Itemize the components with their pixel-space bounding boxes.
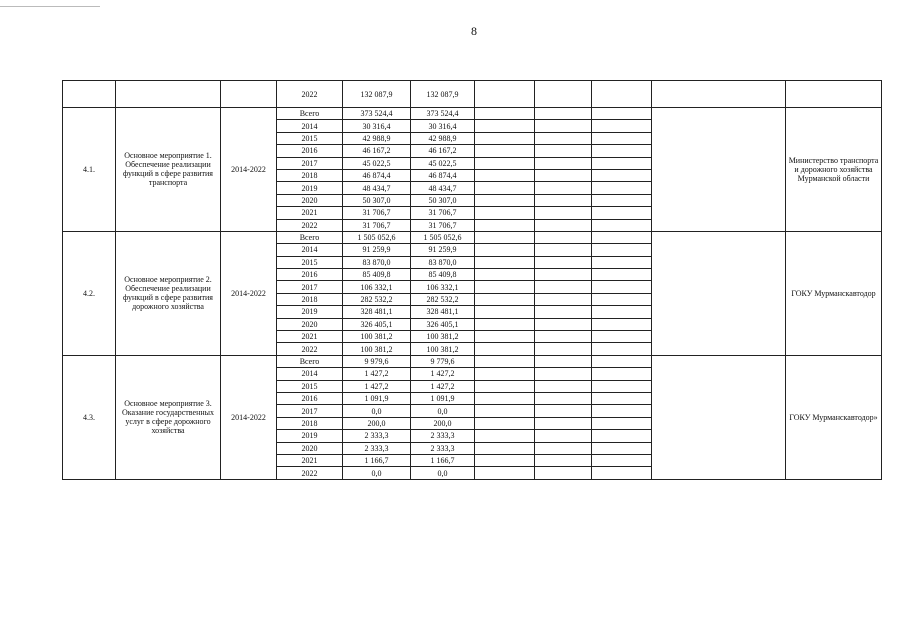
year-cell: Всего: [277, 355, 343, 367]
total-cell: 282 532,2: [343, 293, 411, 305]
year-cell: 2014: [277, 244, 343, 256]
year-cell: 2021: [277, 454, 343, 466]
empty-cell: [592, 442, 652, 454]
empty-cell: [592, 417, 652, 429]
regional-cell: 200,0: [411, 417, 475, 429]
empty-cell: [475, 281, 535, 293]
empty-cell: [475, 108, 535, 120]
table-row: [63, 231, 882, 243]
year-cell: 2019: [277, 306, 343, 318]
total-cell: 31 706,7: [343, 207, 411, 219]
empty-cell: [592, 318, 652, 330]
year-cell: 2019: [277, 430, 343, 442]
item-executor: ГОКУ Мурманскавтодор: [786, 231, 882, 355]
empty-cell: [592, 454, 652, 466]
total-cell: 46 167,2: [343, 145, 411, 157]
regional-cell: 50 307,0: [411, 194, 475, 206]
empty-cell: [592, 281, 652, 293]
empty-cell: [652, 355, 786, 479]
empty-cell: [535, 306, 592, 318]
empty-cell: [592, 269, 652, 281]
regional-cell: 85 409,8: [411, 269, 475, 281]
empty-cell: [475, 157, 535, 169]
empty-cell: [535, 467, 592, 479]
regional-cell: 9 779,6: [411, 355, 475, 367]
year-cell: 2020: [277, 194, 343, 206]
empty-cell: [592, 132, 652, 144]
regional-cell: 1 091,9: [411, 392, 475, 404]
empty-cell: [592, 207, 652, 219]
total-cell: 326 405,1: [343, 318, 411, 330]
empty-cell: [475, 145, 535, 157]
empty-cell: [592, 368, 652, 380]
year-cell: 2016: [277, 145, 343, 157]
empty-cell: [535, 169, 592, 181]
item-period: 2014-2022: [221, 355, 277, 479]
regional-cell: 106 332,1: [411, 281, 475, 293]
empty-cell: [535, 343, 592, 355]
item-number: 4.1.: [63, 108, 116, 232]
item-period: 2014-2022: [221, 231, 277, 355]
empty-cell: [535, 207, 592, 219]
empty-cell: [592, 331, 652, 343]
total-cell: 1 427,2: [343, 380, 411, 392]
year-cell: 2021: [277, 207, 343, 219]
empty-cell: [475, 331, 535, 343]
total-cell: 42 988,9: [343, 132, 411, 144]
year-cell: 2015: [277, 132, 343, 144]
budget-table: [62, 80, 882, 480]
empty-cell: [535, 281, 592, 293]
empty-cell: [475, 231, 535, 243]
empty-cell: [592, 306, 652, 318]
regional-cell: 45 022,5: [411, 157, 475, 169]
empty-cell: [592, 343, 652, 355]
empty-cell: [535, 355, 592, 367]
regional-cell: 46 874,4: [411, 169, 475, 181]
empty-cell: [116, 81, 221, 108]
empty-cell: [475, 380, 535, 392]
empty-cell: [475, 405, 535, 417]
regional-cell: 2 333,3: [411, 430, 475, 442]
year-cell: 2017: [277, 157, 343, 169]
empty-cell: [592, 256, 652, 268]
empty-cell: [63, 81, 116, 108]
total-cell: 83 870,0: [343, 256, 411, 268]
regional-cell: 2 333,3: [411, 442, 475, 454]
empty-cell: [535, 269, 592, 281]
empty-cell: [535, 256, 592, 268]
year-cell: Всего: [277, 231, 343, 243]
year-cell: 2017: [277, 281, 343, 293]
item-executor: ГОКУ Мурманскавтодор»: [786, 355, 882, 479]
year-cell: 2020: [277, 318, 343, 330]
empty-cell: [592, 182, 652, 194]
empty-cell: [475, 81, 535, 108]
total-cell: 200,0: [343, 417, 411, 429]
regional-cell: 83 870,0: [411, 256, 475, 268]
total-cell: 1 427,2: [343, 368, 411, 380]
year-cell: 2022: [277, 343, 343, 355]
empty-cell: [535, 405, 592, 417]
year-cell: 2017: [277, 405, 343, 417]
empty-cell: [475, 430, 535, 442]
item-title: Основное мероприятие 3. Оказание государственных услуг в сфере дорожного хозяйства: [116, 355, 221, 479]
empty-cell: [786, 81, 882, 108]
empty-cell: [475, 219, 535, 231]
empty-cell: [535, 132, 592, 144]
total-cell: 48 434,7: [343, 182, 411, 194]
total-cell: 85 409,8: [343, 269, 411, 281]
year-cell: 2022: [277, 81, 343, 108]
empty-cell: [592, 219, 652, 231]
total-cell: 100 381,2: [343, 343, 411, 355]
year-cell: 2020: [277, 442, 343, 454]
regional-cell: 100 381,2: [411, 343, 475, 355]
total-cell: 328 481,1: [343, 306, 411, 318]
total-cell: 45 022,5: [343, 157, 411, 169]
year-cell: 2019: [277, 182, 343, 194]
total-cell: 1 166,7: [343, 454, 411, 466]
empty-cell: [592, 380, 652, 392]
scan-artifact-line: [0, 6, 100, 7]
total-cell: 0,0: [343, 467, 411, 479]
empty-cell: [535, 182, 592, 194]
year-cell: 2018: [277, 293, 343, 305]
empty-cell: [475, 182, 535, 194]
page-number: 8: [471, 24, 477, 38]
regional-cell: 132 087,9: [411, 81, 475, 108]
total-cell: 2 333,3: [343, 442, 411, 454]
empty-cell: [475, 467, 535, 479]
empty-cell: [475, 306, 535, 318]
empty-cell: [592, 145, 652, 157]
total-cell: 100 381,2: [343, 331, 411, 343]
empty-cell: [535, 417, 592, 429]
total-cell: 373 524,4: [343, 108, 411, 120]
year-cell: 2016: [277, 392, 343, 404]
year-cell: 2018: [277, 169, 343, 181]
empty-cell: [475, 454, 535, 466]
empty-cell: [592, 108, 652, 120]
regional-cell: 1 427,2: [411, 380, 475, 392]
regional-cell: 42 988,9: [411, 132, 475, 144]
year-cell: Всего: [277, 108, 343, 120]
total-cell: 9 979,6: [343, 355, 411, 367]
total-cell: 106 332,1: [343, 281, 411, 293]
empty-cell: [221, 81, 277, 108]
empty-cell: [535, 454, 592, 466]
empty-cell: [475, 256, 535, 268]
empty-cell: [535, 219, 592, 231]
regional-cell: 46 167,2: [411, 145, 475, 157]
item-period: 2014-2022: [221, 108, 277, 232]
regional-cell: 0,0: [411, 405, 475, 417]
total-cell: 0,0: [343, 405, 411, 417]
regional-cell: 100 381,2: [411, 331, 475, 343]
empty-cell: [535, 81, 592, 108]
regional-cell: 1 505 052,6: [411, 231, 475, 243]
empty-cell: [535, 231, 592, 243]
empty-cell: [592, 405, 652, 417]
empty-cell: [592, 430, 652, 442]
year-cell: 2014: [277, 120, 343, 132]
year-cell: 2018: [277, 417, 343, 429]
empty-cell: [652, 81, 786, 108]
empty-cell: [475, 244, 535, 256]
empty-cell: [475, 417, 535, 429]
empty-cell: [592, 120, 652, 132]
item-title: Основное мероприятие 1. Обеспечение реализации функций в сфере развития транспорта: [116, 108, 221, 232]
year-cell: 2015: [277, 256, 343, 268]
empty-cell: [535, 430, 592, 442]
empty-cell: [592, 293, 652, 305]
table-row: [63, 355, 882, 367]
empty-cell: [535, 120, 592, 132]
total-cell: 46 874,4: [343, 169, 411, 181]
regional-cell: 326 405,1: [411, 318, 475, 330]
regional-cell: 1 427,2: [411, 368, 475, 380]
table-row: [63, 81, 882, 108]
empty-cell: [652, 108, 786, 232]
item-number: 4.3.: [63, 355, 116, 479]
empty-cell: [592, 157, 652, 169]
regional-cell: 373 524,4: [411, 108, 475, 120]
total-cell: 1 505 052,6: [343, 231, 411, 243]
regional-cell: 48 434,7: [411, 182, 475, 194]
empty-cell: [475, 169, 535, 181]
empty-cell: [535, 318, 592, 330]
empty-cell: [592, 169, 652, 181]
empty-cell: [535, 442, 592, 454]
year-cell: 2015: [277, 380, 343, 392]
empty-cell: [475, 442, 535, 454]
item-title: Основное мероприятие 2. Обеспечение реализации функций в сфере развития дорожного хозяйства: [116, 231, 221, 355]
total-cell: 30 316,4: [343, 120, 411, 132]
empty-cell: [475, 318, 535, 330]
empty-cell: [535, 108, 592, 120]
empty-cell: [535, 392, 592, 404]
empty-cell: [652, 231, 786, 355]
empty-cell: [592, 355, 652, 367]
total-cell: 132 087,9: [343, 81, 411, 108]
regional-cell: 328 481,1: [411, 306, 475, 318]
empty-cell: [592, 81, 652, 108]
year-cell: 2022: [277, 467, 343, 479]
empty-cell: [592, 231, 652, 243]
year-cell: 2014: [277, 368, 343, 380]
regional-cell: 31 706,7: [411, 207, 475, 219]
empty-cell: [535, 331, 592, 343]
regional-cell: 1 166,7: [411, 454, 475, 466]
empty-cell: [475, 120, 535, 132]
empty-cell: [592, 194, 652, 206]
total-cell: 31 706,7: [343, 219, 411, 231]
regional-cell: 282 532,2: [411, 293, 475, 305]
empty-cell: [475, 269, 535, 281]
empty-cell: [475, 368, 535, 380]
empty-cell: [475, 293, 535, 305]
regional-cell: 91 259,9: [411, 244, 475, 256]
regional-cell: 31 706,7: [411, 219, 475, 231]
empty-cell: [535, 145, 592, 157]
year-cell: 2016: [277, 269, 343, 281]
item-executor: Министерство транспорта и дорожного хозяйства Мурманской области: [786, 108, 882, 232]
empty-cell: [475, 392, 535, 404]
empty-cell: [475, 343, 535, 355]
regional-cell: 30 316,4: [411, 120, 475, 132]
year-cell: 2022: [277, 219, 343, 231]
empty-cell: [535, 380, 592, 392]
empty-cell: [535, 244, 592, 256]
empty-cell: [475, 355, 535, 367]
empty-cell: [535, 157, 592, 169]
empty-cell: [535, 293, 592, 305]
empty-cell: [475, 194, 535, 206]
empty-cell: [592, 467, 652, 479]
year-cell: 2021: [277, 331, 343, 343]
empty-cell: [475, 132, 535, 144]
empty-cell: [535, 368, 592, 380]
regional-cell: 0,0: [411, 467, 475, 479]
table-row: [63, 108, 882, 120]
total-cell: 91 259,9: [343, 244, 411, 256]
empty-cell: [535, 194, 592, 206]
total-cell: 50 307,0: [343, 194, 411, 206]
total-cell: 1 091,9: [343, 392, 411, 404]
total-cell: 2 333,3: [343, 430, 411, 442]
item-number: 4.2.: [63, 231, 116, 355]
empty-cell: [475, 207, 535, 219]
empty-cell: [592, 244, 652, 256]
empty-cell: [592, 392, 652, 404]
